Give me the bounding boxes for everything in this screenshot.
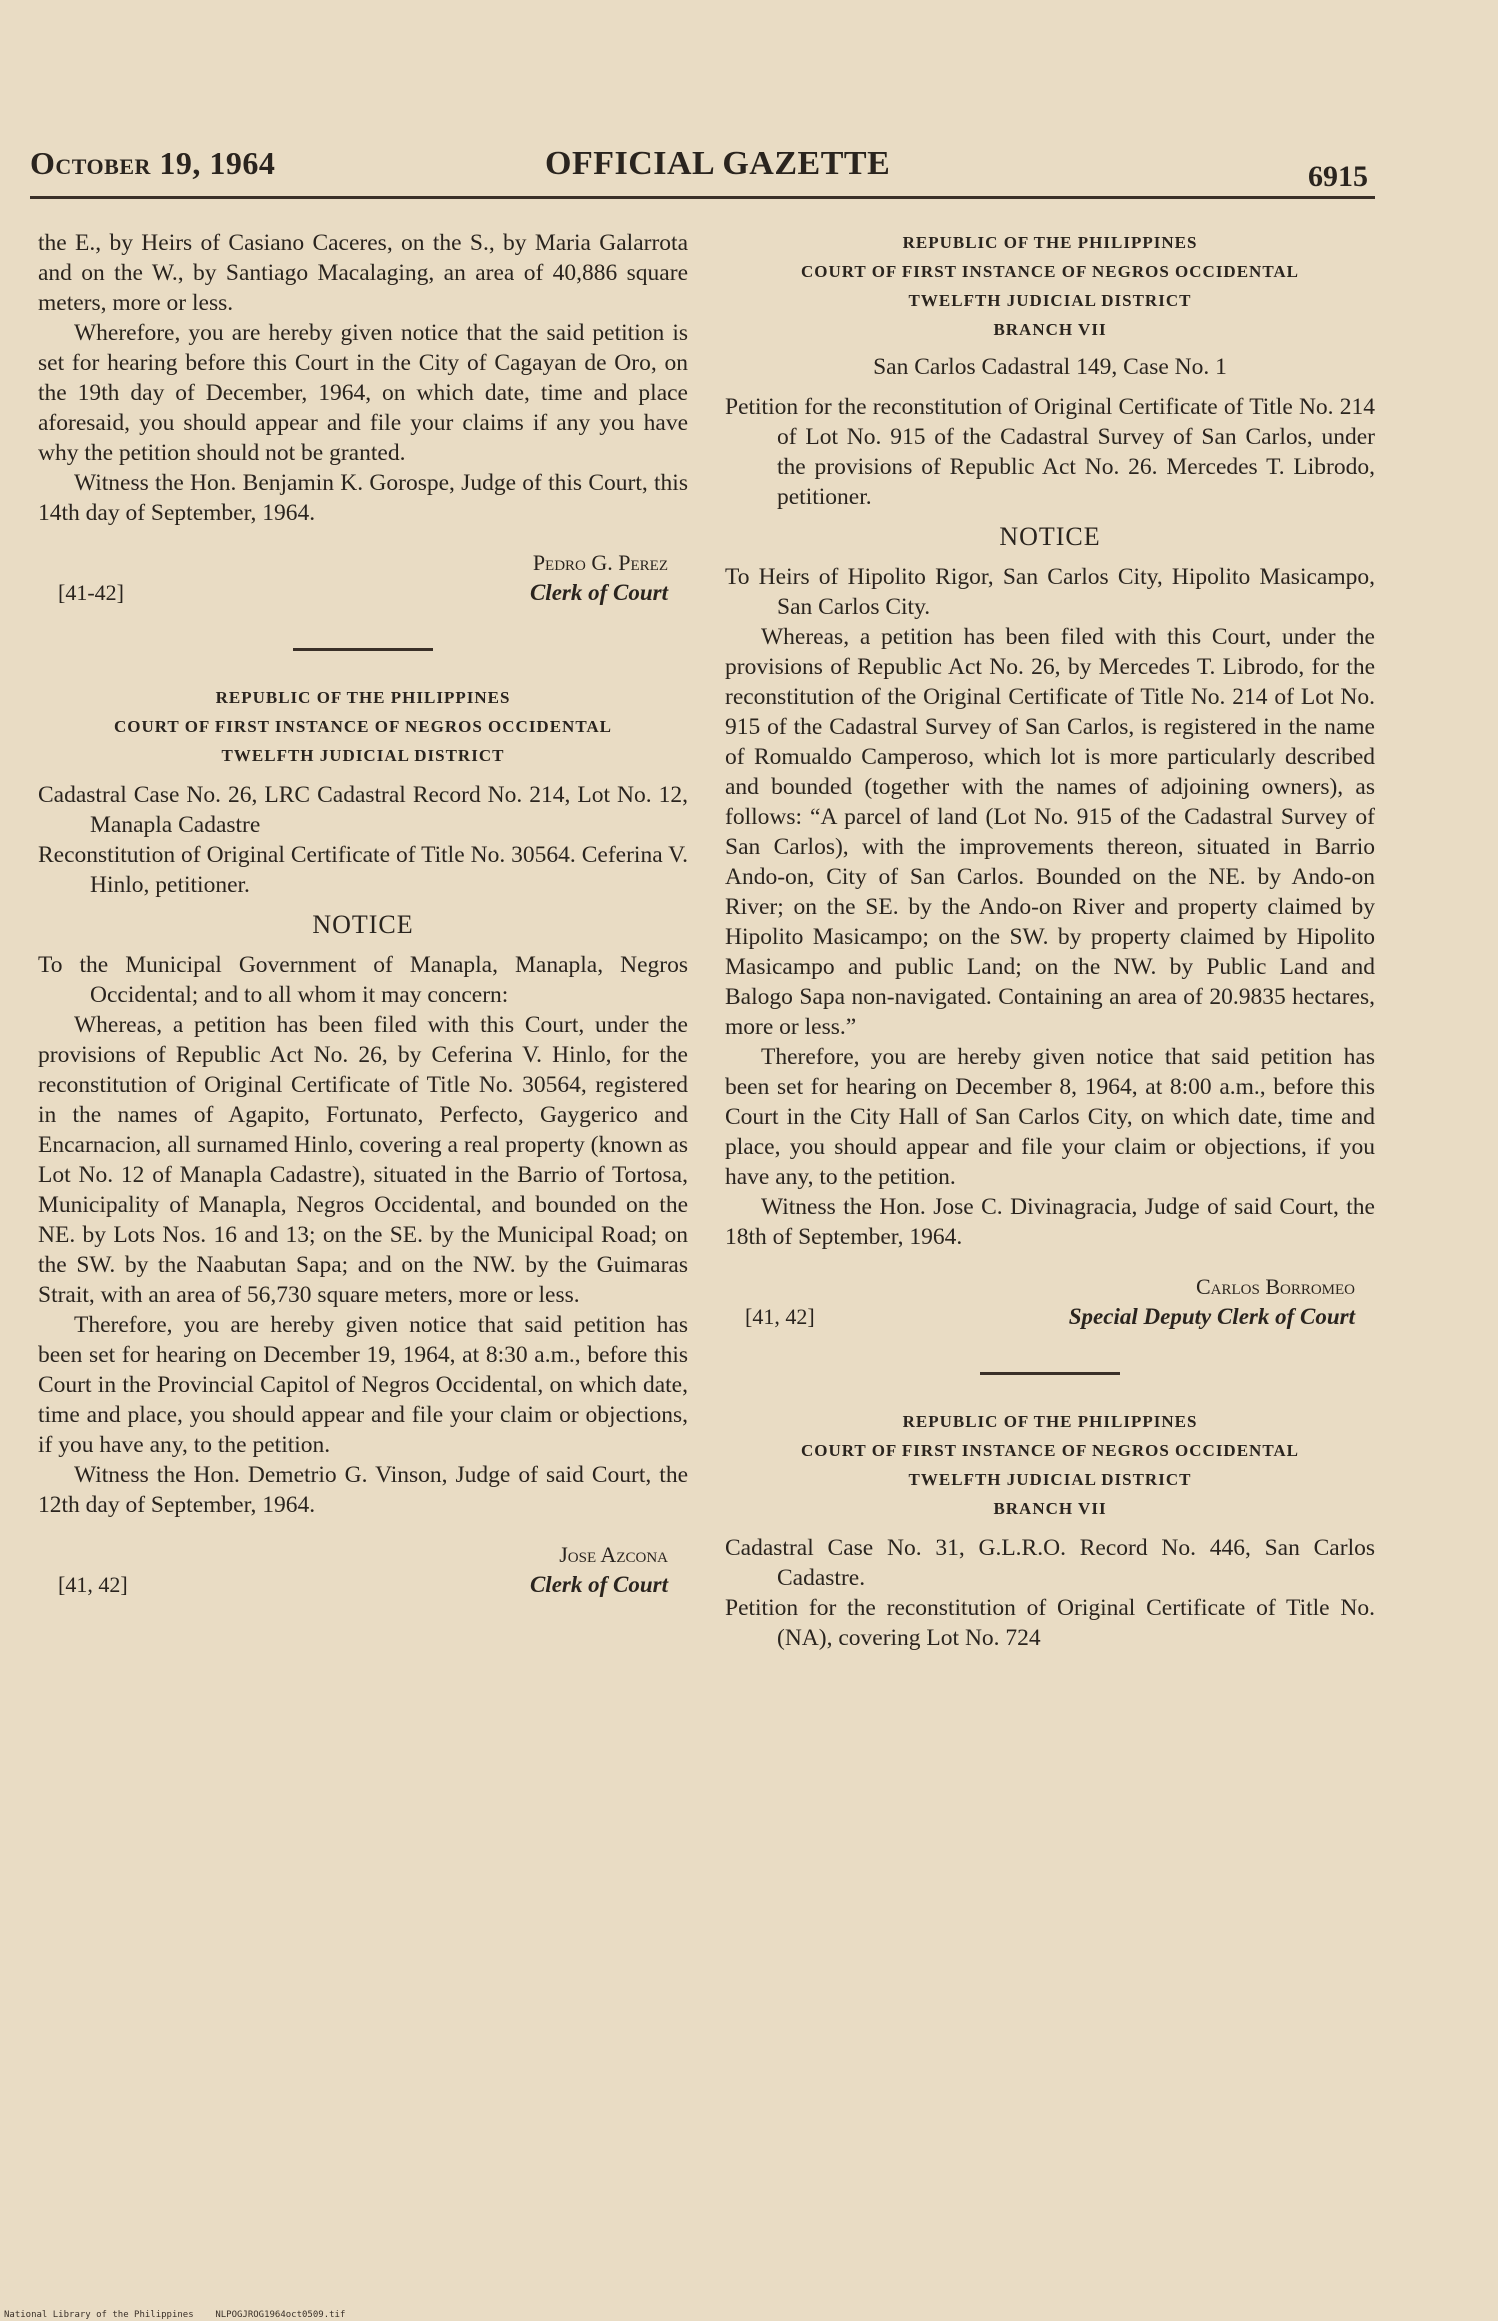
right-column [725,228,1375,1653]
petition-line: Petition for the reconstitution of Original Certificate of Title No. (NA), covering Lot No. 724 [725,1595,1375,1651]
heading-line: REPUBLIC OF THE PHILIPPINES [902,1412,1198,1431]
heading-line: REPUBLIC OF THE PHILIPPINES [215,688,511,707]
notice-title: NOTICE [999,522,1101,551]
case-line: Cadastral Case No. 31, G.L.R.O. Record No. 446, San Carlos Cadastre. [725,1535,1375,1591]
therefore-paragraph: Therefore, you are hereby given notice that said petition has been set for hearing on December 19, 1964, at 8:30 a.m., before this Court in the Provincial Capitol of Negros Occidental, on which date, time and place, you should appear and file your claim or objections, if you have any, to the petition. [38,1312,688,1458]
signatory-title: Special Deputy Clerk of Court [1068,1304,1355,1329]
left-column [38,228,688,1606]
signatory-name: Pedro G. Perez [532,550,668,575]
scan-footer: National Library of the Philippines NLPOGJROG1964oct0509.tif [4,2310,346,2320]
reconstitution-line: Reconstitution of Original Certificate of Title No. 30564. Ceferina V. Hinlo, petitioner. [38,842,688,898]
header-title: OFFICIAL GAZETTE [545,145,891,182]
whereas-paragraph: Whereas, a petition has been filed with this Court, under the provisions of Republic Act No. 26, by Ceferina V. Hinlo, for the reconstitution of Original Certificate of Title No. 30564, registered in the names of Agapito, Fortunato, Perfecto, Gaygerico and Encarnacion, all surnamed Hinlo, covering a real property (known as Lot No. 12 of Manapla Cadastre), situated in the Barrio of Tortosa, Municipality of Manapla, Negros Occidental, and bounded on the NE. by Lots Nos. 16 and 13; on the SE. by the Municipal Road; on the SW. by the Naabutan Sapa; and on the NW. by the Guimaras Strait, with an area of 56,730 square meters, more or less. [38,1012,688,1308]
heading-line: REPUBLIC OF THE PHILIPPINES [902,233,1198,252]
signatory-name: Jose Azcona [559,1542,668,1567]
signature-block [38,1540,688,1606]
signatory-title: Clerk of Court [529,1572,668,1597]
issue-ref: [41-42] [58,580,124,605]
signature-block [725,1272,1375,1338]
petition-line: Petition for the reconstitution of Original Certificate of Title No. 214 of Lot No. 915 of the Cadastral Survey of San Carlos, under the provisions of Republic Act No. 26. Mercedes T. Librodo, petitioner. [725,394,1375,510]
addressee-line: To the Municipal Government of Manapla, Manapla, Negros Occidental; and to all whom it may concern: [38,952,688,1008]
wherefore-paragraph: Wherefore, you are hereby given notice that the said petition is set for hearing before this Court in the City of Cagayan de Oro, on the 19th day of December, 1964, on which date, time and place aforesaid, you should appear and file your claims if any you have why the petition should not be granted. [38,320,688,466]
signatory-title: Clerk of Court [529,580,668,605]
witness-paragraph: Witness the Hon. Benjamin K. Gorospe, Judge of this Court, this 14th day of September, 1964. [38,470,688,526]
heading-line: BRANCH VII [993,320,1107,339]
heading-line: TWELFTH JUDICIAL DISTRICT [908,291,1192,310]
header-rule [30,196,1375,199]
heading-line: COURT OF FIRST INSTANCE OF NEGROS OCCIDENTAL [800,1441,1300,1460]
notice-heading [725,228,1375,344]
case-line: San Carlos Cadastral 149, Case No. 1 [873,354,1227,380]
notice-heading [38,683,688,770]
heading-line: COURT OF FIRST INSTANCE OF NEGROS OCCIDENTAL [113,717,613,736]
signature-block [38,548,688,614]
witness-paragraph: Witness the Hon. Jose C. Divinagracia, Judge of said Court, the 18th of September, 1964. [725,1194,1375,1250]
witness-paragraph: Witness the Hon. Demetrio G. Vinson, Judge of said Court, the 12th day of September, 1964. [38,1462,688,1518]
header-date: October 19, 1964 [30,145,276,181]
page-number: 6915 [1308,160,1368,193]
issue-ref: [41, 42] [745,1304,815,1329]
signatory-name: Carlos Borromeo [1195,1274,1355,1299]
notice-title: NOTICE [312,910,414,939]
therefore-paragraph: Therefore, you are hereby given notice that said petition has been set for hearing on December 8, 1964, at 8:00 a.m., before this Court in the City Hall of San Carlos City, on which date, time and place, you should appear and file your claim or objections, if you have any, to the petition. [725,1044,1375,1190]
issue-ref: [41, 42] [58,1572,128,1597]
section-divider [980,1372,1120,1375]
addressee-line: To Heirs of Hipolito Rigor, San Carlos City, Hipolito Masicampo, San Carlos City. [725,564,1375,620]
case-line: Cadastral Case No. 26, LRC Cadastral Record No. 214, Lot No. 12, Manapla Cadastre [38,782,688,838]
heading-line: TWELFTH JUDICIAL DISTRICT [221,746,505,765]
continued-paragraph: the E., by Heirs of Casiano Caceres, on the S., by Maria Galarrota and on the W., by Santiago Macalaging, an area of 40,886 square meters, more or less. [38,230,688,316]
heading-line: TWELFTH JUDICIAL DISTRICT [908,1470,1192,1489]
heading-line: BRANCH VII [993,1499,1107,1518]
heading-line: COURT OF FIRST INSTANCE OF NEGROS OCCIDENTAL [800,262,1300,281]
notice-heading [725,1407,1375,1523]
whereas-paragraph: Whereas, a petition has been filed with this Court, under the provisions of Republic Act No. 26, by Mercedes T. Librodo, for the reconstitution of the Original Certificate of Title No. 214 of Lot No. 915 of the Cadastral Survey of San Carlos, is registered in the name of Romualdo Camperoso, which lot is more particularly described and bounded (together with the names of adjoining owners), as follows: “A parcel of land (Lot No. 915 of the Cadastral Survey of San Carlos), with the improvements thereon, situated in Barrio Ando-on, City of San Carlos. Bounded on the NE. by Ando-on River; on the SE. by the Ando-on River and property claimed by Hipolito Masicampo; on the SW. by property claimed by Hipolito Masicampo and public Land; on the NW. by Public Land and Balogo Sapa non-navigated. Containing an area of 20.9835 hectares, more or less.” [725,624,1375,1040]
section-divider [293,648,433,651]
